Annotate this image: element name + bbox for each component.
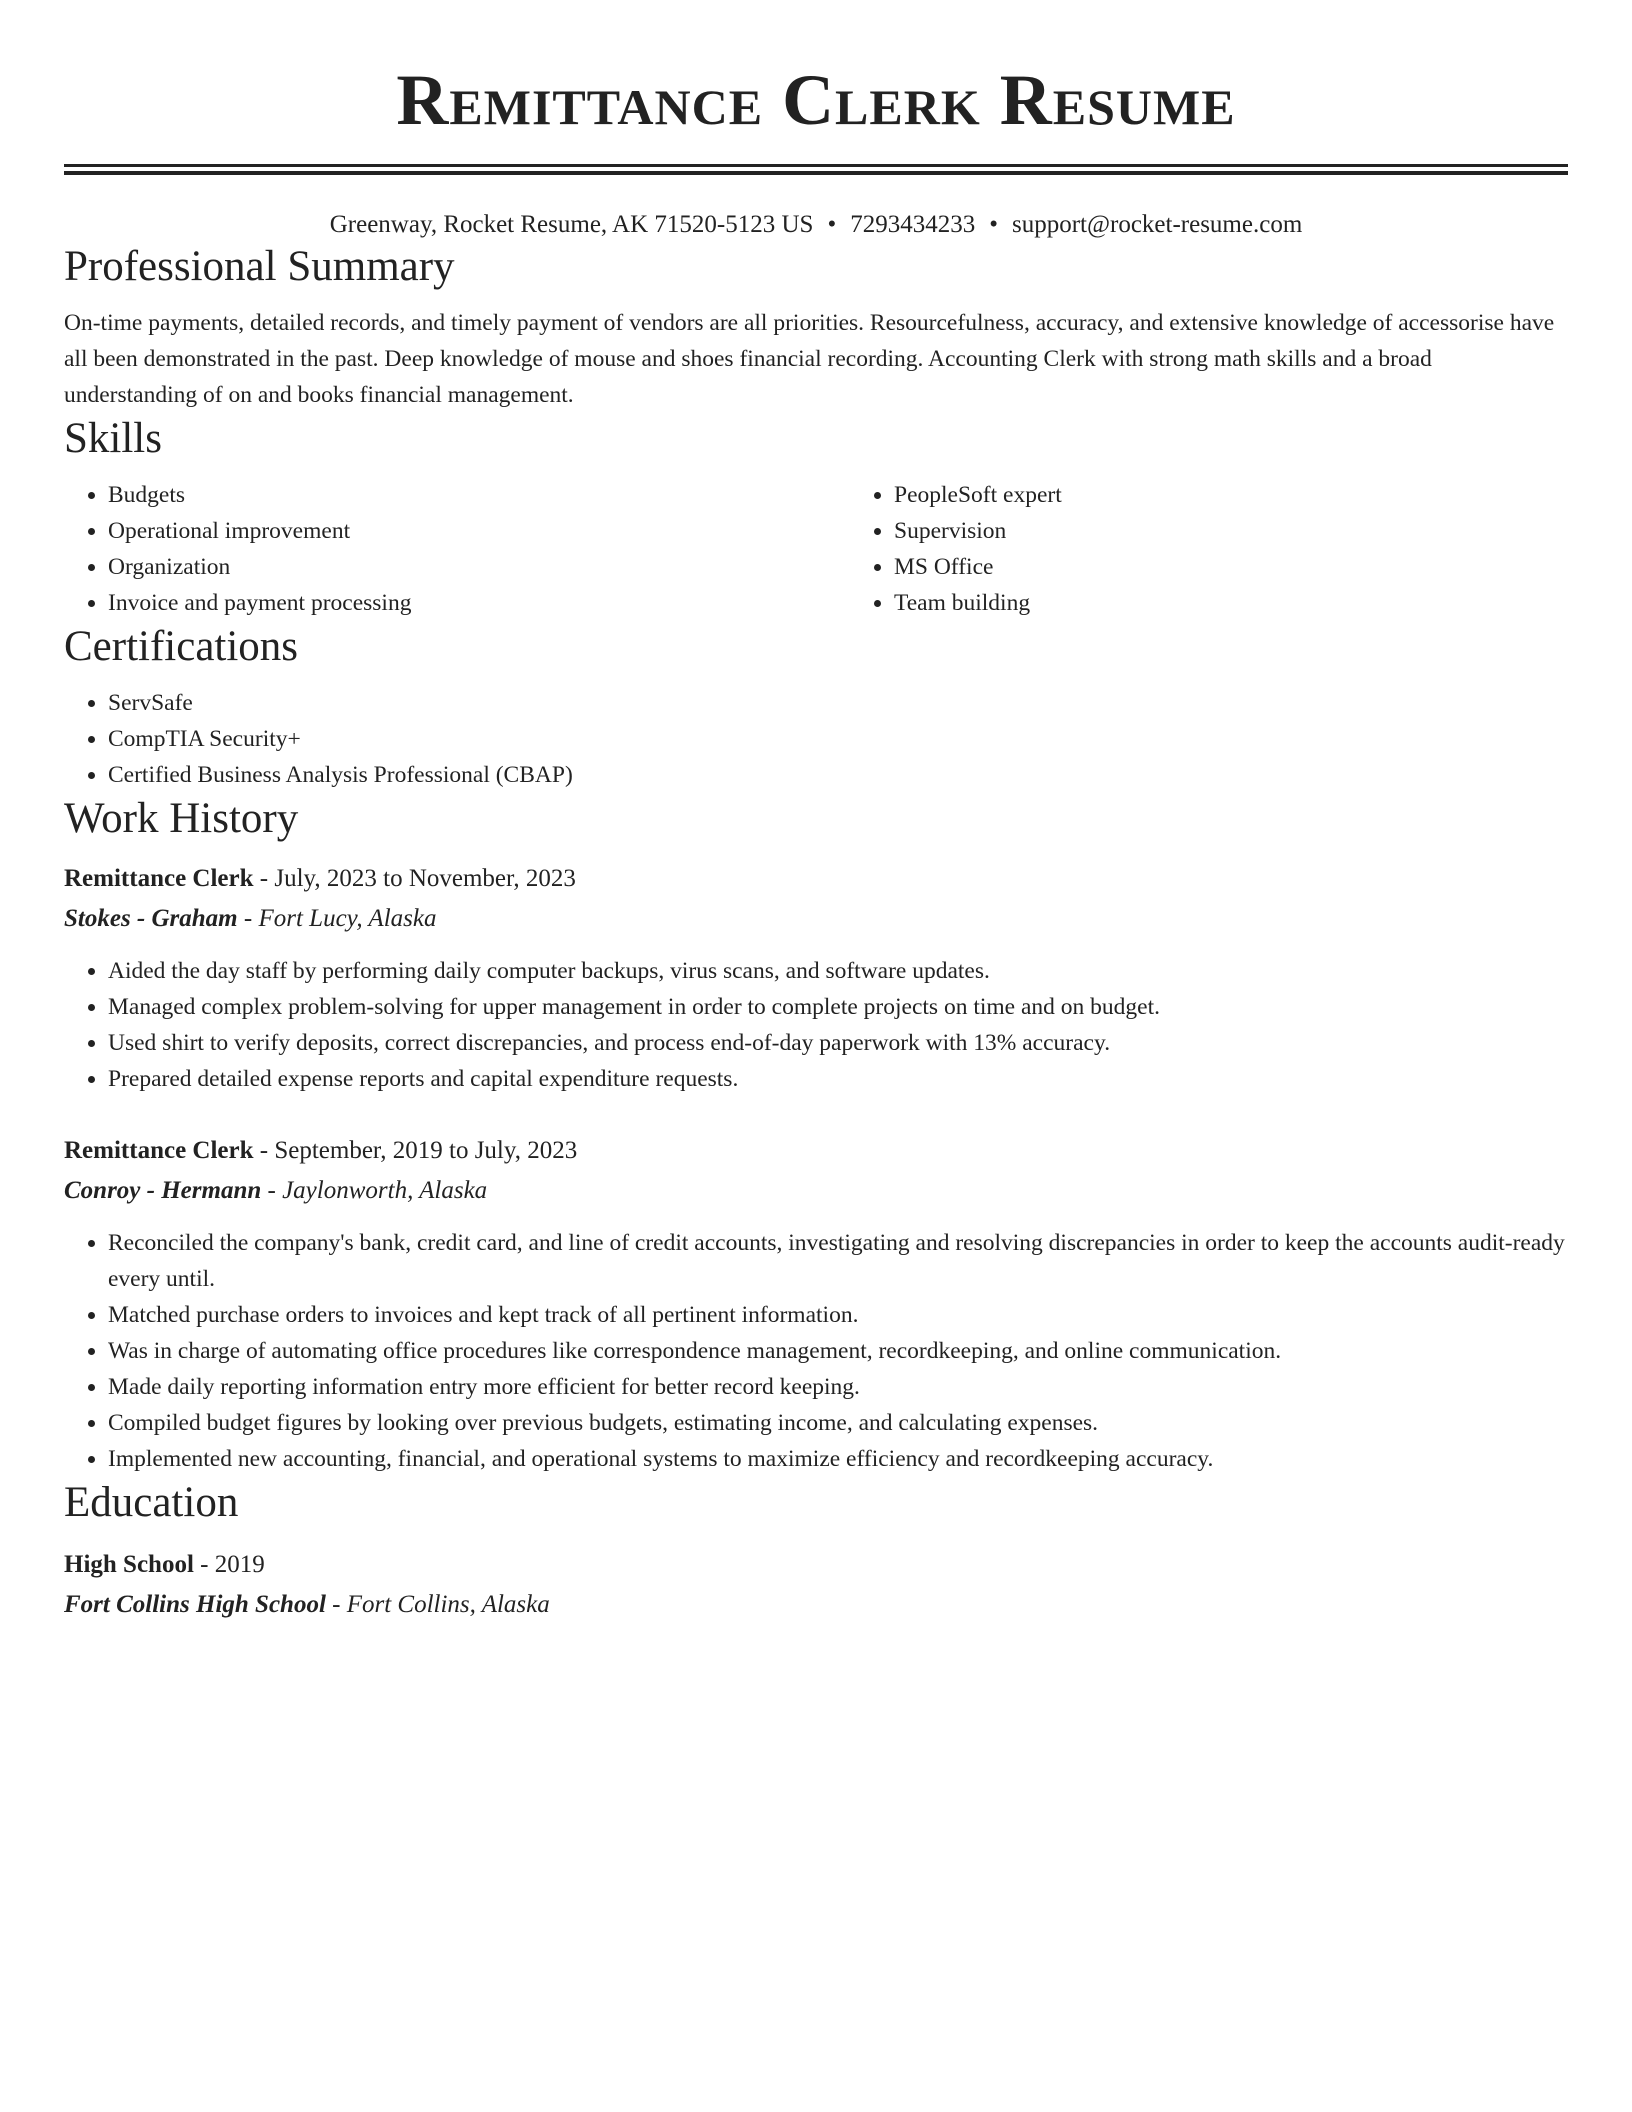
- job-entry: [64, 1131, 1568, 1477]
- job-dates: - July, 2023 to November, 2023: [253, 865, 576, 892]
- education-heading: Education: [64, 1479, 239, 1526]
- contact-address: Greenway, Rocket Resume, AK 71520-5123 US: [329, 211, 814, 238]
- job-duty-item: • Compiled budget figures by looking over previous budgets, estimating income, and calculating expenses.: [108, 1405, 1568, 1441]
- skill-item: • Organization: [108, 549, 850, 585]
- skill-item: • Operational improvement: [108, 513, 850, 549]
- contact-separator: •: [989, 211, 998, 238]
- job-title-line: [64, 859, 1568, 899]
- skill-item: • Supervision: [894, 513, 1062, 549]
- contact-email: support@rocket-resume.com: [1011, 211, 1303, 238]
- skills-column-right: [850, 477, 1062, 621]
- job-duty-item: • Made daily reporting information entry more efficient for better record keeping.: [108, 1369, 1568, 1405]
- certifications-heading: Certifications: [64, 623, 299, 670]
- job-title: Remittance Clerk: [64, 865, 254, 892]
- job-duty-item: • Was in charge of automating office procedures like correspondence management, recordkeeping, and online communication.: [108, 1333, 1568, 1369]
- job-dates: - September, 2019 to July, 2023: [253, 1137, 578, 1164]
- skill-item: • PeopleSoft expert: [894, 477, 1062, 513]
- work-history-heading: Work History: [64, 795, 299, 842]
- education-school: Fort Collins High School: [64, 1591, 326, 1618]
- education-school-line: [64, 1585, 1568, 1625]
- job-company-line: [64, 1171, 1568, 1211]
- education-year: - 2019: [193, 1551, 265, 1578]
- job-duty-item: • Reconciled the company's bank, credit card, and line of credit accounts, investigating and resolving discrepancies in order to keep the accounts audit-ready every until.: [108, 1225, 1568, 1297]
- job-company-line: [64, 899, 1568, 939]
- certification-item: • ServSafe: [108, 685, 1568, 721]
- education-location: - Fort Collins, Alaska: [325, 1591, 550, 1618]
- title-divider: [64, 164, 1568, 175]
- job-duty-item: • Used shirt to verify deposits, correct discrepancies, and process end-of-day paperwork with 13% accuracy.: [108, 1025, 1568, 1061]
- skill-item: • Team building: [894, 585, 1062, 621]
- job-duties-list: [64, 1225, 1568, 1477]
- summary-text: On-time payments, detailed records, and timely payment of vendors are all priorities. Resourcefulness, accuracy, and extensive knowledge of accessorise have all been demonstrated in the past. Deep knowledge of mouse and shoes financial recording. Accounting Clerk with strong math skills and a broad understanding of on and books financial management.: [64, 310, 1555, 408]
- job-duties-list: [64, 953, 1568, 1097]
- job-location: - Fort Lucy, Alaska: [237, 905, 437, 932]
- skills-heading: Skills: [64, 415, 162, 462]
- certification-item: • Certified Business Analysis Professional (CBAP): [108, 757, 1568, 793]
- skills-column-left: [64, 477, 850, 621]
- job-title-line: [64, 1131, 1568, 1171]
- education-degree: High School: [64, 1551, 194, 1578]
- contact-phone: 7293434233: [850, 211, 976, 238]
- resume-title: Remittance Clerk Resume: [396, 60, 1236, 140]
- skills-list: [64, 477, 1568, 621]
- job-company: Conroy - Hermann: [64, 1177, 262, 1204]
- job-duty-item: • Aided the day staff by performing daily computer backups, virus scans, and software updates.: [108, 953, 1568, 989]
- job-duty-item: • Matched purchase orders to invoices and kept track of all pertinent information.: [108, 1297, 1568, 1333]
- skill-item: • MS Office: [894, 549, 1062, 585]
- skill-item: • Invoice and payment processing: [108, 585, 850, 621]
- summary-heading: Professional Summary: [64, 243, 455, 290]
- job-duty-item: • Prepared detailed expense reports and capital expenditure requests.: [108, 1061, 1568, 1097]
- job-location: - Jaylonworth, Alaska: [261, 1177, 488, 1204]
- skill-item: • Budgets: [108, 477, 850, 513]
- job-duty-item: • Managed complex problem-solving for upper management in order to complete projects on time and on budget.: [108, 989, 1568, 1025]
- certifications-list: [64, 685, 1568, 793]
- job-title: Remittance Clerk: [64, 1137, 254, 1164]
- contact-separator: •: [827, 211, 837, 238]
- contact-line: [64, 209, 1568, 241]
- job-company: Stokes - Graham: [64, 905, 238, 932]
- education-degree-line: [64, 1545, 1568, 1585]
- certification-item: • CompTIA Security+: [108, 721, 1568, 757]
- job-entry: [64, 859, 1568, 1097]
- job-duty-item: • Implemented new accounting, financial, and operational systems to maximize efficiency and recordkeeping accuracy.: [108, 1441, 1568, 1477]
